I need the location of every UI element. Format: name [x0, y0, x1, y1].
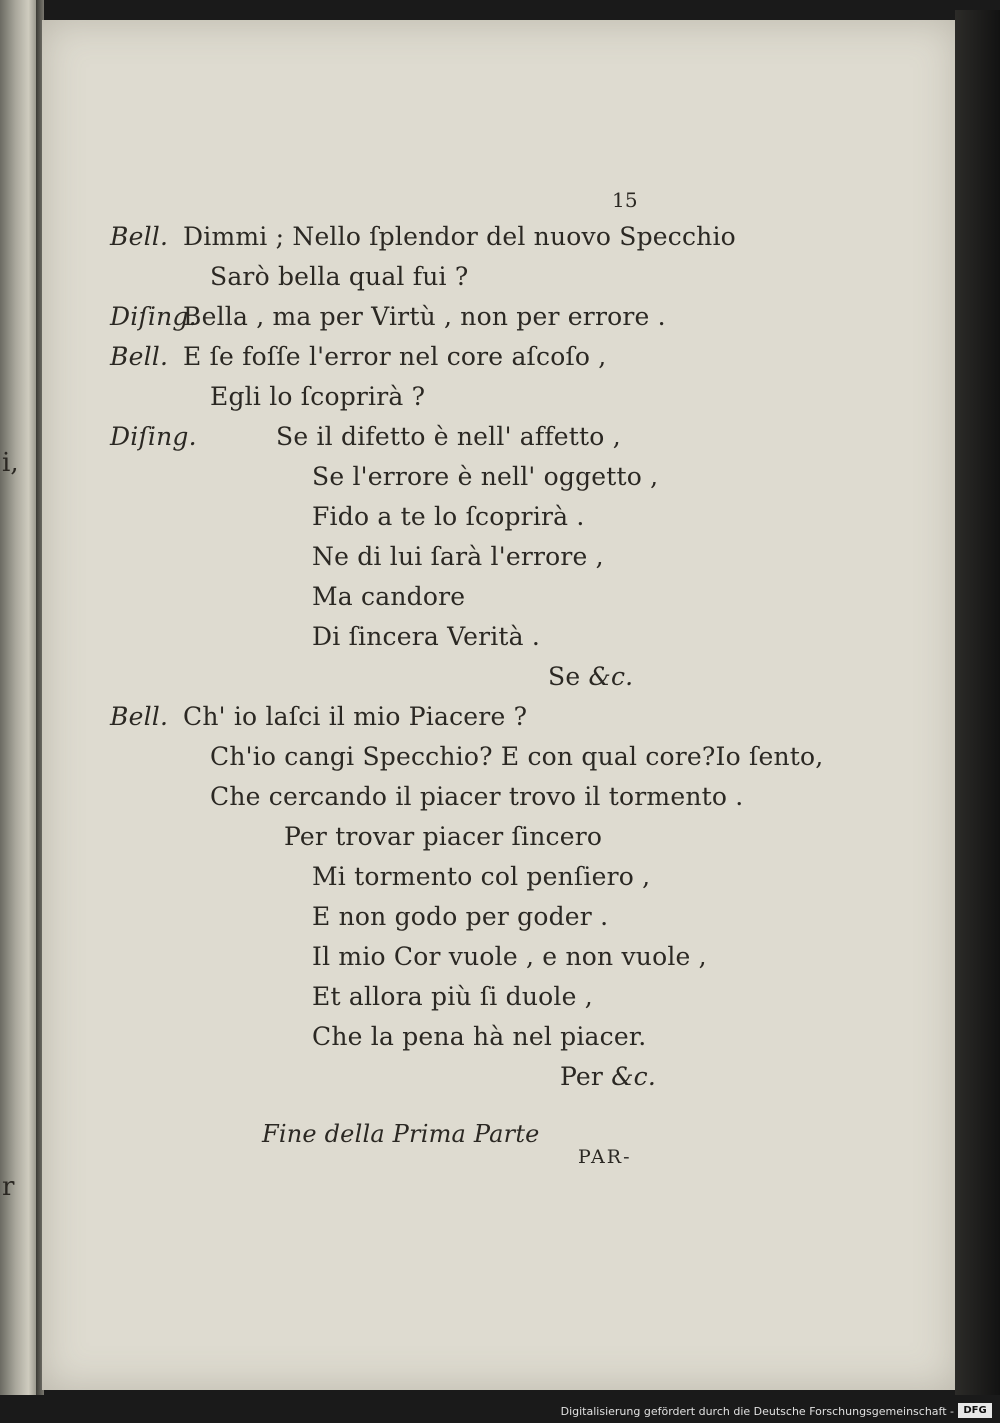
verse-line: Mi tormento col penſiero , [312, 862, 651, 891]
end-note: Fine della Prima Parte [262, 1120, 540, 1148]
verse-line: E ſe foſſe l'error nel core aſcoſo , [183, 342, 607, 371]
page-number: 15 [612, 188, 638, 212]
verse-line: Se l'errore è nell' oggetto , [312, 462, 659, 491]
etcetera-mark: &c. [588, 662, 634, 691]
speaker-label: Bell. [110, 222, 169, 251]
verse-line: Ne di lui ſarà l'errore , [312, 542, 604, 571]
verse-line: Dimmi ; Nello ſplendor del nuovo Specchio [183, 222, 736, 251]
speaker-label: Bell. [110, 342, 169, 371]
verse-line: Et allora più ſi duole , [312, 982, 593, 1011]
refrain-cue [560, 1062, 656, 1091]
refrain-word: Per [560, 1062, 604, 1091]
speaker-label: Diſing. [110, 422, 197, 451]
refrain-word: Se [548, 662, 581, 691]
verse-line: Bella , ma per Virtù , non per errore . [183, 302, 666, 331]
left-page-edge [0, 0, 38, 1395]
verse-line: Ma candore [312, 582, 466, 611]
dfg-logo: DFG [958, 1403, 992, 1418]
footer-credit: Digitalisierung gefördert durch die Deutsche Forschungsgemeinschaft - [560, 1405, 954, 1418]
verse-line: Che cercando il piacer trovo il tormento . [210, 782, 744, 811]
verse-line: Il mio Cor vuole , e non vuole , [312, 942, 707, 971]
verse-line: Se il difetto è nell' affetto , [276, 422, 621, 451]
verse-line: Sarò bella qual fui ? [210, 262, 469, 291]
verse-line: Ch' io laſci il mio Piacere ? [183, 702, 528, 731]
catchword: PAR- [578, 1146, 632, 1168]
left-page-fragment: r [2, 1172, 15, 1202]
speaker-label: Diſing. [110, 302, 197, 331]
left-page-fragment: i, [2, 448, 19, 478]
verse-line: Di ſincera Verità . [312, 622, 541, 651]
page-shadow-edge [955, 10, 1000, 1395]
verse-line: Che la pena hà nel piacer. [312, 1022, 647, 1051]
speaker-label: Bell. [110, 702, 169, 731]
verse-line: Egli lo ſcoprirà ? [210, 382, 426, 411]
etcetera-mark: &c. [611, 1062, 657, 1091]
verse-line: Per trovar piacer ſincero [284, 822, 603, 851]
verse-line: Fido a te lo ſcoprirà . [312, 502, 585, 531]
verse-line: E non godo per goder . [312, 902, 609, 931]
verse-line: Ch'io cangi Specchio? E con qual core?Io ſento, [210, 742, 824, 771]
refrain-cue [548, 662, 633, 691]
